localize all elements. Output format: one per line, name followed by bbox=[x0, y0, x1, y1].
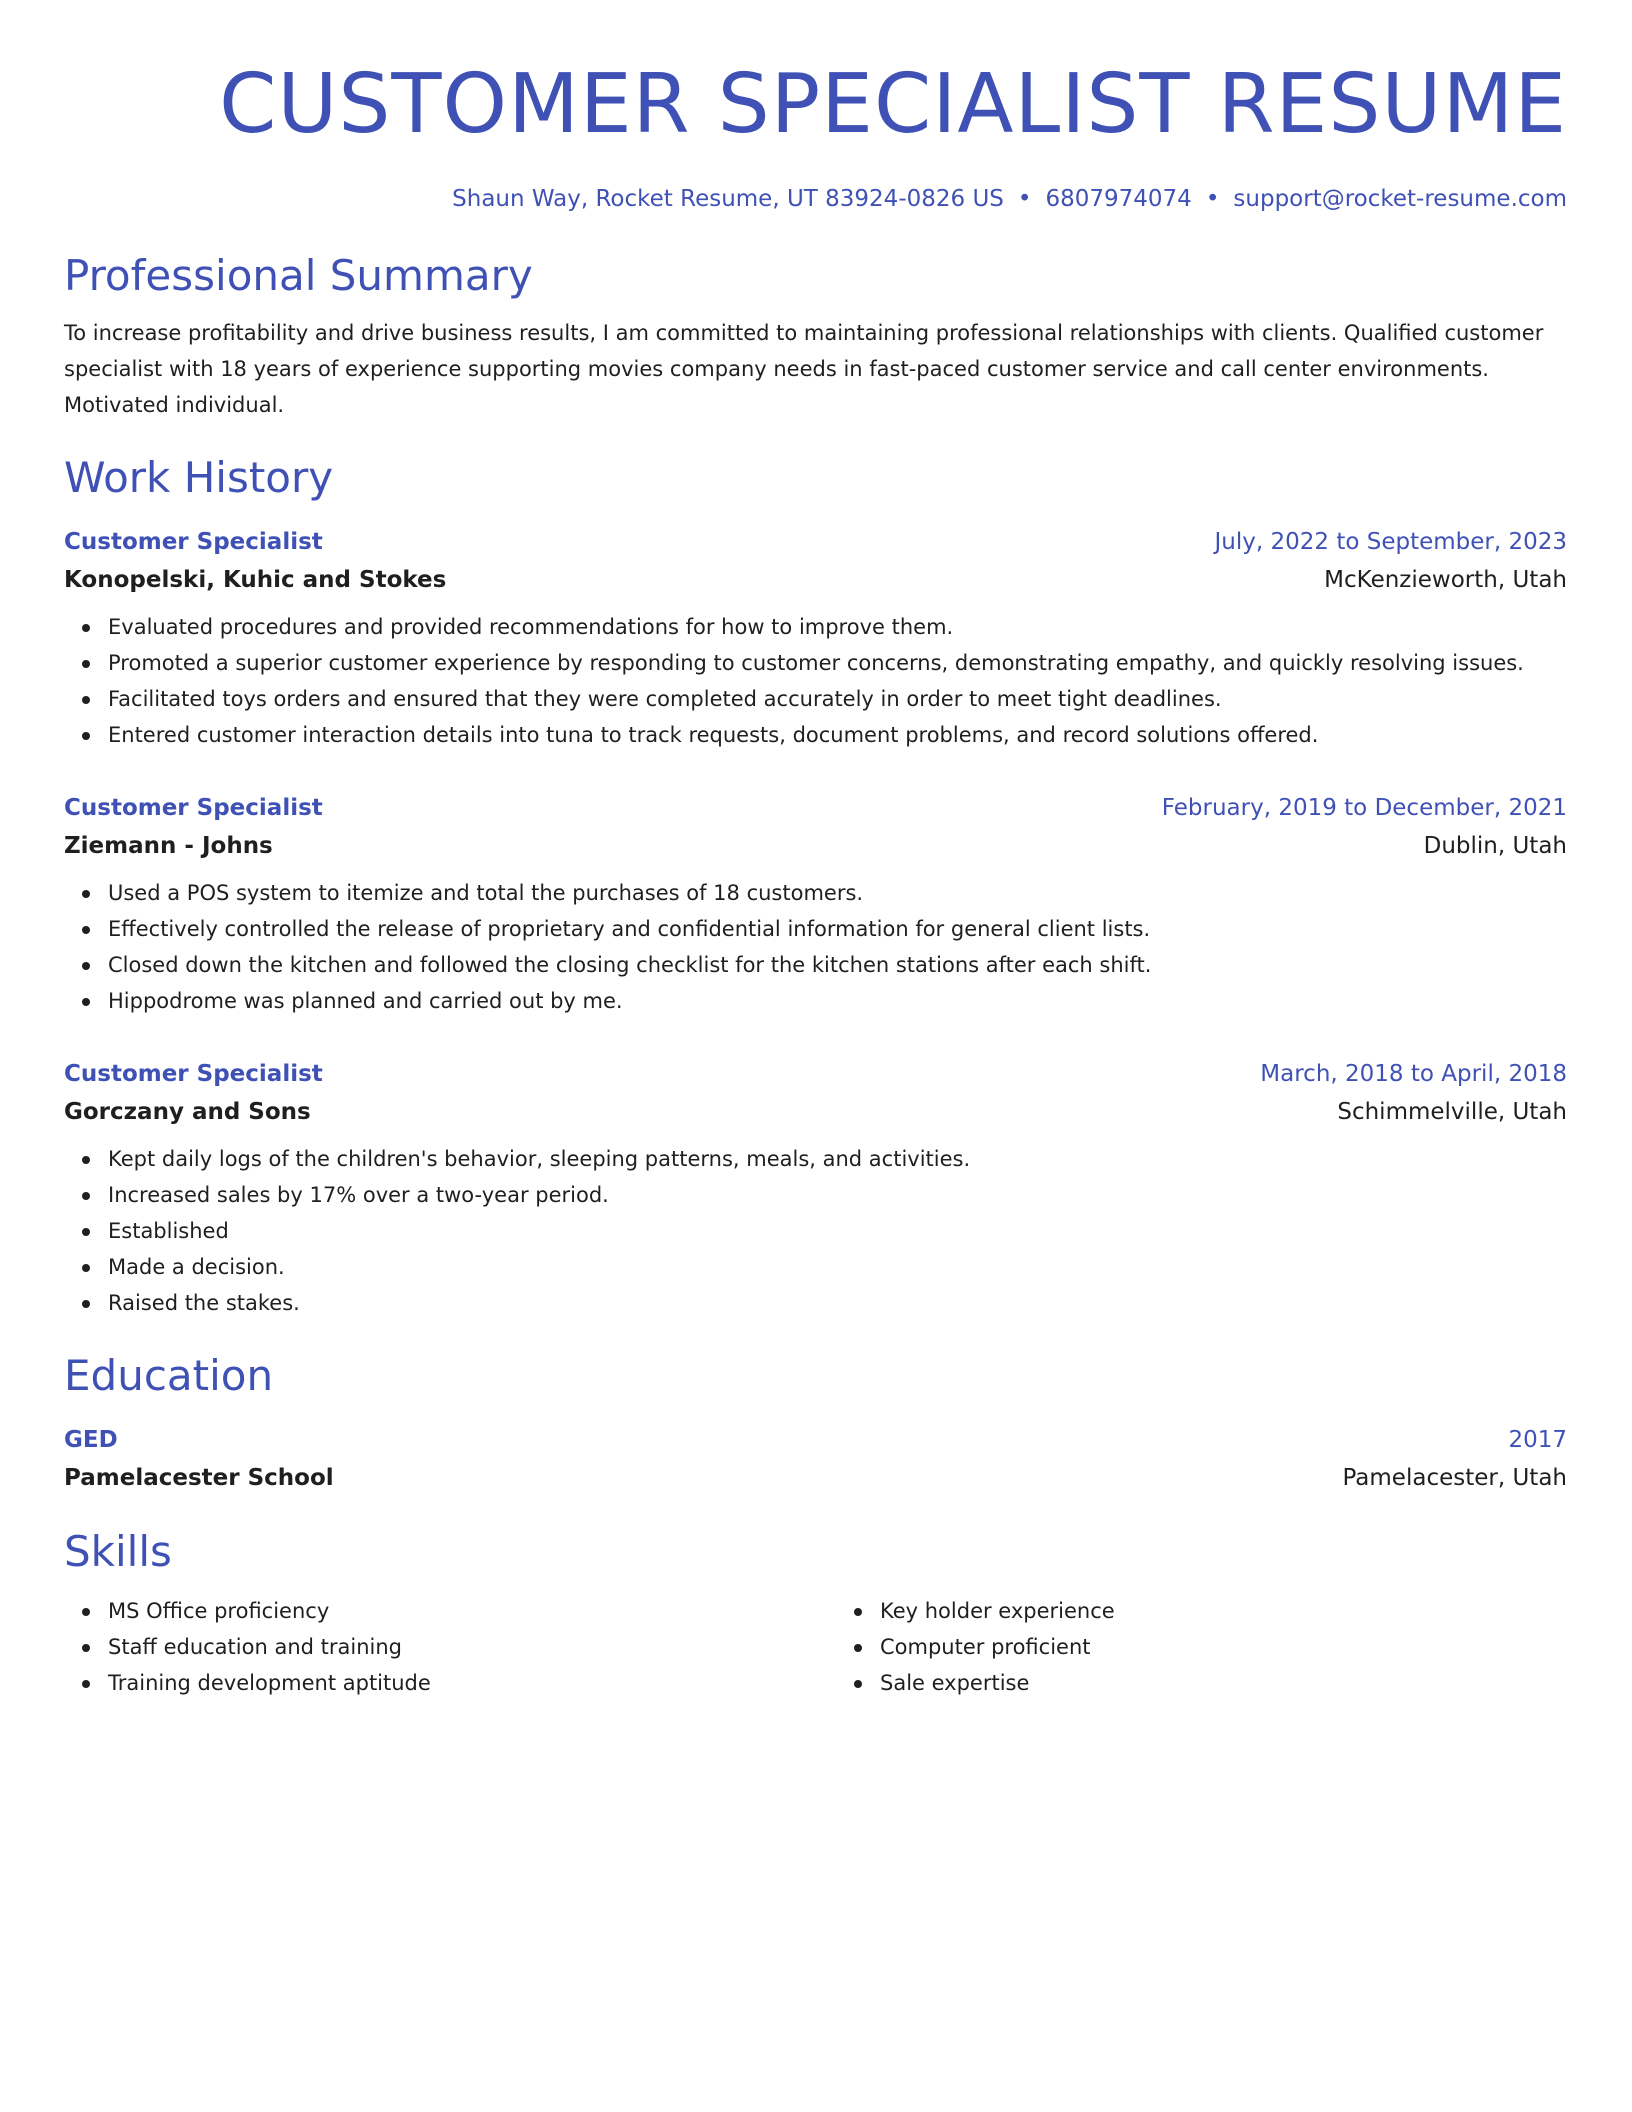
skill-item: Staff education and training bbox=[108, 1629, 795, 1665]
job-bullet: Facilitated toys orders and ensured that they were completed accurately in order to meet tight deadlines. bbox=[108, 681, 1567, 717]
job-role: Customer Specialist bbox=[64, 529, 323, 555]
education-degree: GED bbox=[64, 1427, 118, 1453]
contact-address: Shaun Way, Rocket Resume, UT 83924-0826 US bbox=[452, 186, 1004, 212]
job-location: McKenzieworth, Utah bbox=[1324, 567, 1567, 593]
skills-column-left bbox=[64, 1593, 795, 1701]
job-bullets bbox=[64, 875, 1567, 1019]
education-entry bbox=[64, 1421, 1567, 1497]
skill-item: Sale expertise bbox=[880, 1665, 1567, 1701]
job-role: Customer Specialist bbox=[64, 795, 323, 821]
education-year: 2017 bbox=[1508, 1427, 1567, 1453]
section-title-skills: Skills bbox=[64, 1527, 172, 1576]
job-entry bbox=[64, 789, 1567, 1019]
job-dates: February, 2019 to December, 2021 bbox=[1161, 795, 1567, 821]
job-location: Dublin, Utah bbox=[1423, 833, 1567, 859]
job-bullets bbox=[64, 609, 1567, 753]
summary-text: To increase profitability and drive business results, I am committed to maintaining professional relationships with clients. Qualified customer specialist with 18 years of experience supporting movies company needs in fast-paced customer service and call center environments. Motivated individual. bbox=[64, 321, 1544, 417]
job-dates: July, 2022 to September, 2023 bbox=[1214, 529, 1567, 555]
skill-item: Computer proficient bbox=[880, 1629, 1567, 1665]
skills-column-right bbox=[836, 1593, 1567, 1701]
job-company: Gorczany and Sons bbox=[64, 1099, 311, 1125]
education-location: Pamelacester, Utah bbox=[1342, 1465, 1567, 1491]
skills-list bbox=[64, 1593, 1567, 1701]
job-bullet: Established bbox=[108, 1213, 1567, 1249]
job-location: Schimmelville, Utah bbox=[1337, 1099, 1567, 1125]
job-bullet: Closed down the kitchen and followed the closing checklist for the kitchen stations after each shift. bbox=[108, 947, 1567, 983]
job-bullet: Raised the stakes. bbox=[108, 1285, 1567, 1321]
job-bullet: Evaluated procedures and provided recommendations for how to improve them. bbox=[108, 609, 1567, 645]
contact-separator: • bbox=[1205, 186, 1220, 212]
skill-item: Key holder experience bbox=[880, 1593, 1567, 1629]
section-title-work-history: Work History bbox=[64, 453, 334, 502]
contact-email: support@rocket-resume.com bbox=[1233, 186, 1567, 212]
job-bullet: Increased sales by 17% over a two-year period. bbox=[108, 1177, 1567, 1213]
job-bullet: Made a decision. bbox=[108, 1249, 1567, 1285]
job-bullet: Kept daily logs of the children's behavior, sleeping patterns, meals, and activities. bbox=[108, 1141, 1567, 1177]
skill-item: MS Office proficiency bbox=[108, 1593, 795, 1629]
section-title-education: Education bbox=[64, 1351, 274, 1400]
job-entry bbox=[64, 523, 1567, 753]
contact-separator: • bbox=[1017, 186, 1032, 212]
resume-page bbox=[64, 0, 1567, 1701]
resume-title: CUSTOMER SPECIALIST RESUME bbox=[219, 57, 1567, 152]
contact-line bbox=[64, 183, 1567, 215]
job-role: Customer Specialist bbox=[64, 1061, 323, 1087]
resume-header bbox=[64, 0, 1567, 215]
job-company: Konopelski, Kuhic and Stokes bbox=[64, 567, 447, 593]
skill-item: Training development aptitude bbox=[108, 1665, 795, 1701]
job-company: Ziemann - Johns bbox=[64, 833, 273, 859]
job-bullet: Effectively controlled the release of proprietary and confidential information for general client lists. bbox=[108, 911, 1567, 947]
job-bullet: Used a POS system to itemize and total the purchases of 18 customers. bbox=[108, 875, 1567, 911]
section-title-summary: Professional Summary bbox=[64, 251, 533, 300]
job-bullet: Promoted a superior customer experience by responding to customer concerns, demonstrating empathy, and quickly resolving issues. bbox=[108, 645, 1567, 681]
job-bullets bbox=[64, 1141, 1567, 1321]
job-bullet: Entered customer interaction details into tuna to track requests, document problems, and record solutions offered. bbox=[108, 717, 1567, 753]
job-bullet: Hippodrome was planned and carried out by me. bbox=[108, 983, 1567, 1019]
contact-phone: 6807974074 bbox=[1045, 186, 1192, 212]
job-dates: March, 2018 to April, 2018 bbox=[1260, 1061, 1567, 1087]
education-school: Pamelacester School bbox=[64, 1465, 334, 1491]
job-entry bbox=[64, 1055, 1567, 1321]
